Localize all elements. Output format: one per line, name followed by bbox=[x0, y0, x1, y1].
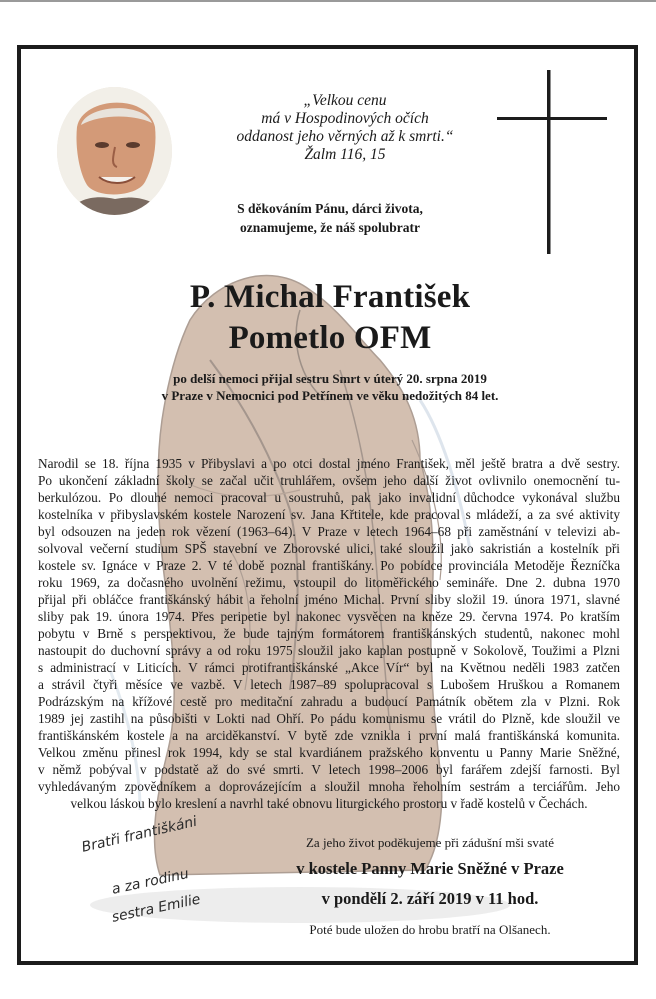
biography-line: byl odsouzen na jeden rok vězení (1963–64). V Praze v letech 1964–68 při zaměstnání v televizi ab- bbox=[38, 524, 620, 539]
biography-line: pobytu v Brně s perspektivou, že bude tajným formátorem františkánských studentů, nakonec mohl bbox=[38, 626, 620, 641]
biography-line: solvoval večerní studium SPŠ stavební ve Zborovské ulici, také sloužil jako sakristián a kostelník při bbox=[38, 541, 620, 556]
signature-line: Bratři františkáni bbox=[80, 813, 199, 856]
biography-line: s administrací v Liticích. V rámci protifrantiškánské „Akce Vír“ byl na Květnou neděli 1983 zatčen bbox=[38, 660, 620, 675]
death-notice bbox=[90, 370, 570, 404]
biography-line: v němž pobýval v podstatě až do své smrti. V letech 1998–2006 byl farářem zdejší farnosti. Byl bbox=[38, 762, 620, 777]
biography bbox=[38, 455, 620, 812]
funeral-place: v kostele Panny Marie Sněžné v Praze bbox=[296, 859, 564, 878]
quote-reference: Žalm 116, 15 bbox=[304, 146, 386, 163]
signature-line: sestra Emilie bbox=[110, 891, 202, 926]
intro-line: S děkováním Pánu, dárci života, bbox=[237, 201, 423, 216]
biography-line: kostelníka v přibyslavském kostele Narození sv. Jana Křtitele, kde pracoval s mládeží, a za své aktivity bbox=[38, 507, 620, 522]
funeral-info bbox=[210, 834, 650, 939]
biography-line: velkou láskou bylo kreslení a navrhl také obnovu liturgického prostoru v řadě kostelů v Čechách. bbox=[70, 796, 588, 811]
cross-icon bbox=[497, 70, 607, 254]
biography-line: kostele sv. Ignáce v Praze 2. V té době poznal františkány. Po pobídce provinciála Metoděje Řezníčka bbox=[38, 558, 620, 573]
burial-note: Poté bude uložen do hrobu bratří na Olšanech. bbox=[309, 922, 551, 937]
biography-line: vyhledávaným zpovědníkem a doprovázejícím a sloužil mnoha řeholním sestrám a terciářům. Jeho bbox=[38, 779, 620, 794]
funeral-intro: Za jeho život poděkujeme při zádušní mši svaté bbox=[305, 835, 554, 850]
name-line-1: P. Michal František bbox=[189, 279, 471, 315]
funeral-date: v pondělí 2. září 2019 v 11 hod. bbox=[321, 889, 539, 908]
signature-line: a za rodinu bbox=[110, 865, 191, 898]
top-rule bbox=[0, 0, 656, 2]
quote-line: „Velkou cenu bbox=[303, 92, 387, 109]
intro-line: oznamujeme, že náš spolubratr bbox=[240, 220, 420, 235]
biography-line: františkánském kostele a na arciděkanství. V bytě zde vznikla i první malá františkánská komunita. bbox=[38, 728, 620, 743]
quote-line: oddanost jeho věrných až k smrti.“ bbox=[236, 128, 454, 145]
biography-line: přijal při obláčce františkánský hábit a řeholní jméno Michal. První sliby složil 19. února 1971, slavné bbox=[38, 592, 620, 607]
biography-line: roku 1969, za dočasného uvolnění režimu, vstoupil do litoměřického semináře. Dne 2. dubna 1970 bbox=[38, 575, 620, 590]
portrait-photo bbox=[57, 87, 172, 215]
handwritten-signature bbox=[72, 813, 212, 930]
biography-line: Velkou změnu přinesl rok 1994, kdy se stal kvardiánem pražského konventu u Panny Marie Sněžné, bbox=[38, 745, 620, 760]
death-line-1: po delší nemoci přijal sestru Smrt v úterý 20. srpna 2019 bbox=[173, 371, 487, 386]
announcement-intro bbox=[195, 199, 465, 237]
psalm-quote bbox=[195, 92, 495, 164]
biography-line: a strávil čtyři měsíce ve vazbě. V letech 1987–89 spolupracoval s Lubošem Hruškou a Romanem bbox=[38, 677, 620, 692]
death-line-2: v Praze v Nemocnici pod Petřínem ve věku nedožitých 84 let. bbox=[161, 388, 499, 403]
quote-line: má v Hospodinových očích bbox=[261, 110, 429, 127]
biography-line: sliby pak 19. února 1974. Přes peripetie byl nakonec vysvěcen na kněze 29. června 1974. Po kratším bbox=[38, 609, 620, 624]
biography-line: berkulózou. Po dlouhé nemoci pracoval u soustruhů, pak jako invalidní důchodce vykonával službu bbox=[38, 490, 620, 505]
biography-line: Narodil se 18. října 1935 v Přibyslavi a po otci dostal jméno František, měl ještě bratra a dvě sestry. bbox=[38, 456, 620, 471]
biography-line: Podrázským na křížové cestě pro meditační zahradu a budoucí Památník obětem zla v Plzni. Rok bbox=[38, 694, 620, 709]
name-line-2: Pometlo OFM bbox=[228, 320, 432, 356]
biography-line: nastoupit do duchovní správy a od roku 1975 sloužil jako kaplan postupně v Sokolově, Toužimi a Plzni bbox=[38, 643, 620, 658]
biography-line: 1989 jej zastihl na působišti v Lokti nad Ohří. Po pádu komunismu se vrátil do Plzně, kde sloužil ve bbox=[38, 711, 620, 726]
biography-line: Po ukončení základní školy se začal učit truhlářem, ovšem jeho další život ovlivnilo onemocnění tu- bbox=[38, 473, 620, 488]
deceased-name bbox=[90, 277, 570, 359]
